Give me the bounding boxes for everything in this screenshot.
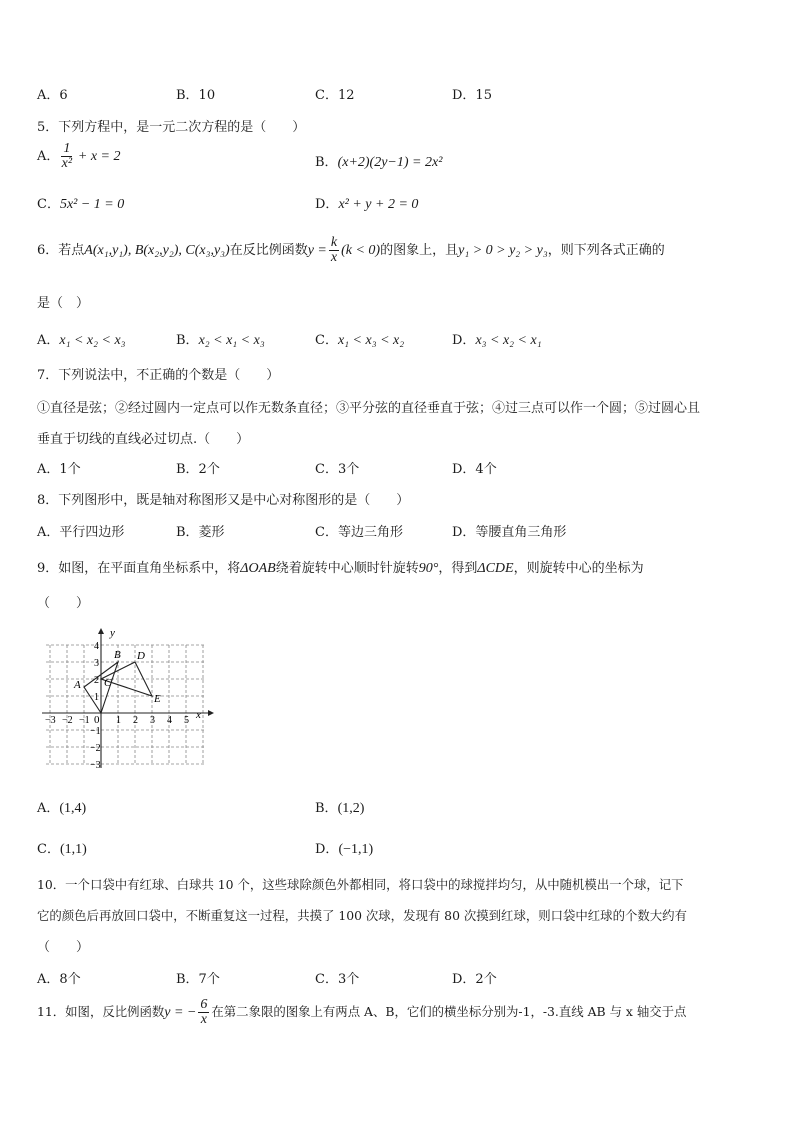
q4-option-c: C．12	[315, 88, 355, 103]
q11-stem: 11．如图，反比例函数y = − $\frac{6}{x}$ 在第二象限的图象上有两点 A、B，它们的横坐标分别为-1，-3.直线 AB 与 x 轴交于点	[37, 997, 687, 1027]
q9-option-c: C．(1,1)	[37, 842, 87, 857]
q7-option-b: B．2个	[176, 462, 220, 477]
q9-coordinate-figure	[36, 622, 216, 772]
point-c-label: C	[104, 677, 112, 689]
q6-option-a: A．x₁ < x₂ < x₃	[37, 333, 126, 348]
point-d-label: D	[137, 650, 145, 662]
q9-stem-line2: （ ）	[37, 596, 90, 611]
q7-option-d: D．4个	[452, 462, 497, 477]
y-tick-label: 3	[94, 658, 99, 669]
x-tick-label: −1	[79, 715, 90, 726]
q8-option-a: A．平行四边形	[37, 525, 125, 540]
x-tick-label: −2	[62, 715, 73, 726]
y-tick-label: 1	[94, 692, 99, 703]
q5-option-d: D．x² + y + 2 = 0	[315, 197, 419, 212]
x-tick-label: 5	[184, 715, 189, 726]
q6-option-d: D．x₃ < x₂ < x₁	[452, 333, 542, 348]
q10-stem-line2: 它的颜色后再放回口袋中，不断重复这一过程，共摸了 100 次球，发现有 80 次摸到红球，则口袋中红球的个数大约有	[37, 908, 687, 923]
q10-stem-line3: （ ）	[37, 940, 90, 955]
q7-option-a: A．1个	[37, 462, 81, 477]
q7-statements-line1: ①直径是弦；②经过圆内一定点可以作无数条直径；③平分弦的直径垂直于弦；④过三点可以作一个圆；⑤过圆心且	[37, 401, 701, 416]
y-tick-label: −1	[90, 726, 101, 737]
q10-option-d: D．2个	[452, 972, 497, 987]
point-b-label: B	[114, 649, 121, 661]
q6-stem-line2: 是（ ）	[37, 296, 90, 311]
point-e-label: E	[154, 693, 161, 705]
q4-option-d: D．15	[452, 88, 492, 103]
y-tick-labels	[90, 641, 101, 771]
q8-option-b: B．菱形	[176, 525, 225, 540]
y-axis-arrow	[98, 628, 104, 634]
q6-stem: 6．若点A(x₁,y₁), B(x₂,y₂), C(x₃,y₃)在反比例函数y = $\frac{k}{x}$ (k < 0)的图象上，且y₁ > 0 > y₂ > y₃，则下列各式正确的	[37, 235, 665, 265]
y-tick-label: −3	[90, 760, 101, 771]
y-axis-label: y	[110, 627, 115, 639]
x-tick-label: 3	[150, 715, 155, 726]
grid-lines	[46, 645, 206, 765]
x-tick-label: −3	[45, 715, 56, 726]
q10-option-b: B．7个	[176, 972, 220, 987]
q7-stem: 7．下列说法中，不正确的个数是（ ）	[37, 368, 280, 383]
q7-statements-line2: 垂直于切线的直线必过切点.（ ）	[37, 432, 250, 447]
q8-stem: 8．下列图形中，既是轴对称图形又是中心对称图形的是（ ）	[37, 493, 410, 508]
q8-option-c: C．等边三角形	[315, 525, 403, 540]
point-a-label: A	[74, 679, 81, 691]
q4-option-b: B．10	[176, 88, 216, 103]
q5-stem: 5．下列方程中，是一元二次方程的是（ ）	[37, 120, 306, 135]
q4-option-a: A．6	[37, 88, 68, 103]
q10-stem-line1: 10．一个口袋中有红球、白球共 10 个，这些球除颜色外都相同，将口袋中的球搅拌均匀，从中随机模出一个球，记下	[37, 877, 684, 892]
q8-option-d: D．等腰直角三角形	[452, 525, 567, 540]
q10-option-a: A．8个	[37, 972, 81, 987]
origin-label: 0	[94, 714, 100, 726]
y-tick-label: 4	[94, 641, 99, 652]
q10-option-c: C．3个	[315, 972, 360, 987]
y-tick-label: −2	[90, 743, 101, 754]
q7-option-c: C．3个	[315, 462, 360, 477]
q9-option-b: B．(1,2)	[315, 801, 365, 816]
q5-option-a: A． $\frac{1}{\text{x²}}$ + x = 2	[37, 141, 121, 171]
q6-option-b: B．x₂ < x₁ < x₃	[176, 333, 265, 348]
x-tick-label: 2	[133, 715, 138, 726]
q9-option-a: A．(1,4)	[37, 801, 87, 816]
q6-option-c: C．x₁ < x₃ < x₂	[315, 333, 405, 348]
x-tick-labels	[45, 715, 189, 726]
q9-option-d: D．(−1,1)	[315, 842, 374, 857]
x-tick-label: 4	[167, 715, 172, 726]
x-axis-label: x	[196, 709, 201, 721]
y-tick-label: 2	[94, 675, 99, 686]
q5-option-c: C．5x² − 1 = 0	[37, 197, 125, 212]
x-axis-arrow	[208, 710, 214, 716]
x-tick-label: 1	[116, 715, 121, 726]
q9-stem: 9．如图，在平面直角坐标系中，将ΔOAB绕着旋转中心顺时针旋转90°，得到ΔCDE，则旋转中心的坐标为	[37, 561, 644, 576]
q5-option-b: B．(x+2)(2y−1) = 2x²	[315, 155, 443, 170]
